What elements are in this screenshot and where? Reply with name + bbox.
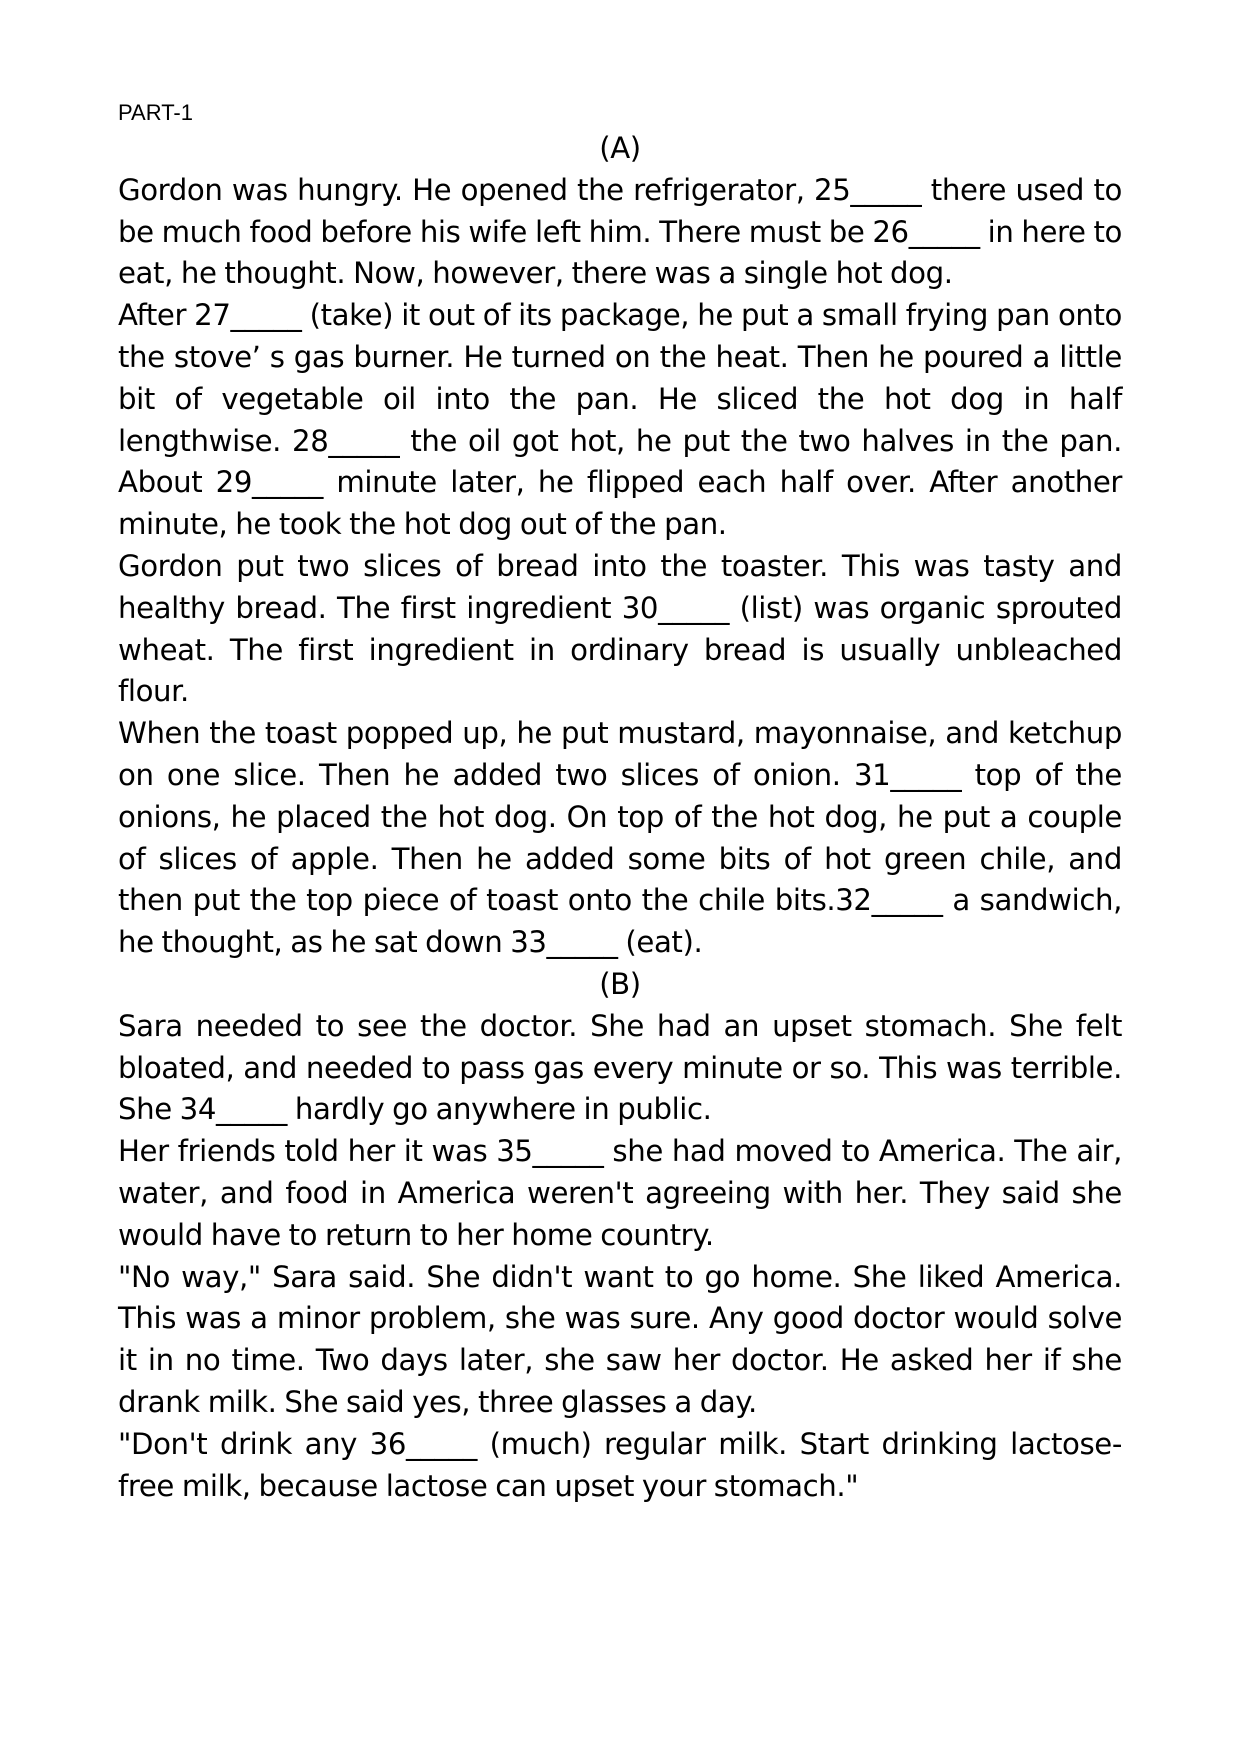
section-b — [118, 964, 1122, 1507]
section-b-paragraph-3: "No way," Sara said. She didn't want to go home. She liked America. This was a minor problem, she was sure. Any good doctor would solve it in no time. Two days later, she saw her doctor. He asked her if she drank milk. She said yes, three glasses a day. — [118, 1259, 1122, 1419]
section-a-paragraph-2: After 27_____ (take) it out of its package, he put a small frying pan onto the stove’ s gas burner. He turned on the heat. Then he poured a little bit of vegetable oil into the pan. He sliced the hot dog in half lengthwise. 28_____ the oil got hot, he put the two halves in the pan. About 29_____ minute later, he flipped each half over. After another minute, he took the hot dog out of the pan. — [118, 298, 1122, 542]
document-body — [118, 128, 1122, 1507]
section-a-paragraph-1: Gordon was hungry. He opened the refrigerator, 25_____ there used to be much food before his wife left him. There must be 26_____ in here to eat, he thought. Now, however, there was a single hot dog. — [118, 172, 1122, 291]
section-b-paragraph-4: "Don't drink any 36_____ (much) regular milk. Start drinking lactose-free milk, because lactose can upset your stomach." — [118, 1426, 1122, 1503]
part-label: PART-1 — [118, 100, 193, 125]
section-a — [118, 128, 1122, 964]
section-b-paragraph-2: Her friends told her it was 35_____ she had moved to America. The air, water, and food in America weren't agreeing with her. They said she would have to return to her home country. — [118, 1134, 1122, 1252]
section-a-paragraph-3: Gordon put two slices of bread into the toaster. This was tasty and healthy bread. The first ingredient 30_____ (list) was organic sprouted wheat. The first ingredient in ordinary bread is usually unbleached flour. — [118, 548, 1122, 709]
section-b-heading: (B) — [599, 966, 641, 1001]
section-a-paragraph-4: When the toast popped up, he put mustard, mayonnaise, and ketchup on one slice. Then he added two slices of onion. 31_____ top of the onions, he placed the hot dog. On top of the hot dog, he put a couple of slices of apple. Then he added some bits of hot green chile, and then put the top piece of toast onto the chile bits.32_____ a sandwich, he thought, as he sat down 33_____ (eat). — [118, 716, 1122, 960]
section-a-heading: (A) — [599, 131, 641, 165]
section-b-paragraph-1: Sara needed to see the doctor. She had an upset stomach. She felt bloated, and needed to pass gas every minute or so. This was terrible. She 34_____ hardly go anywhere in public. — [118, 1008, 1122, 1127]
